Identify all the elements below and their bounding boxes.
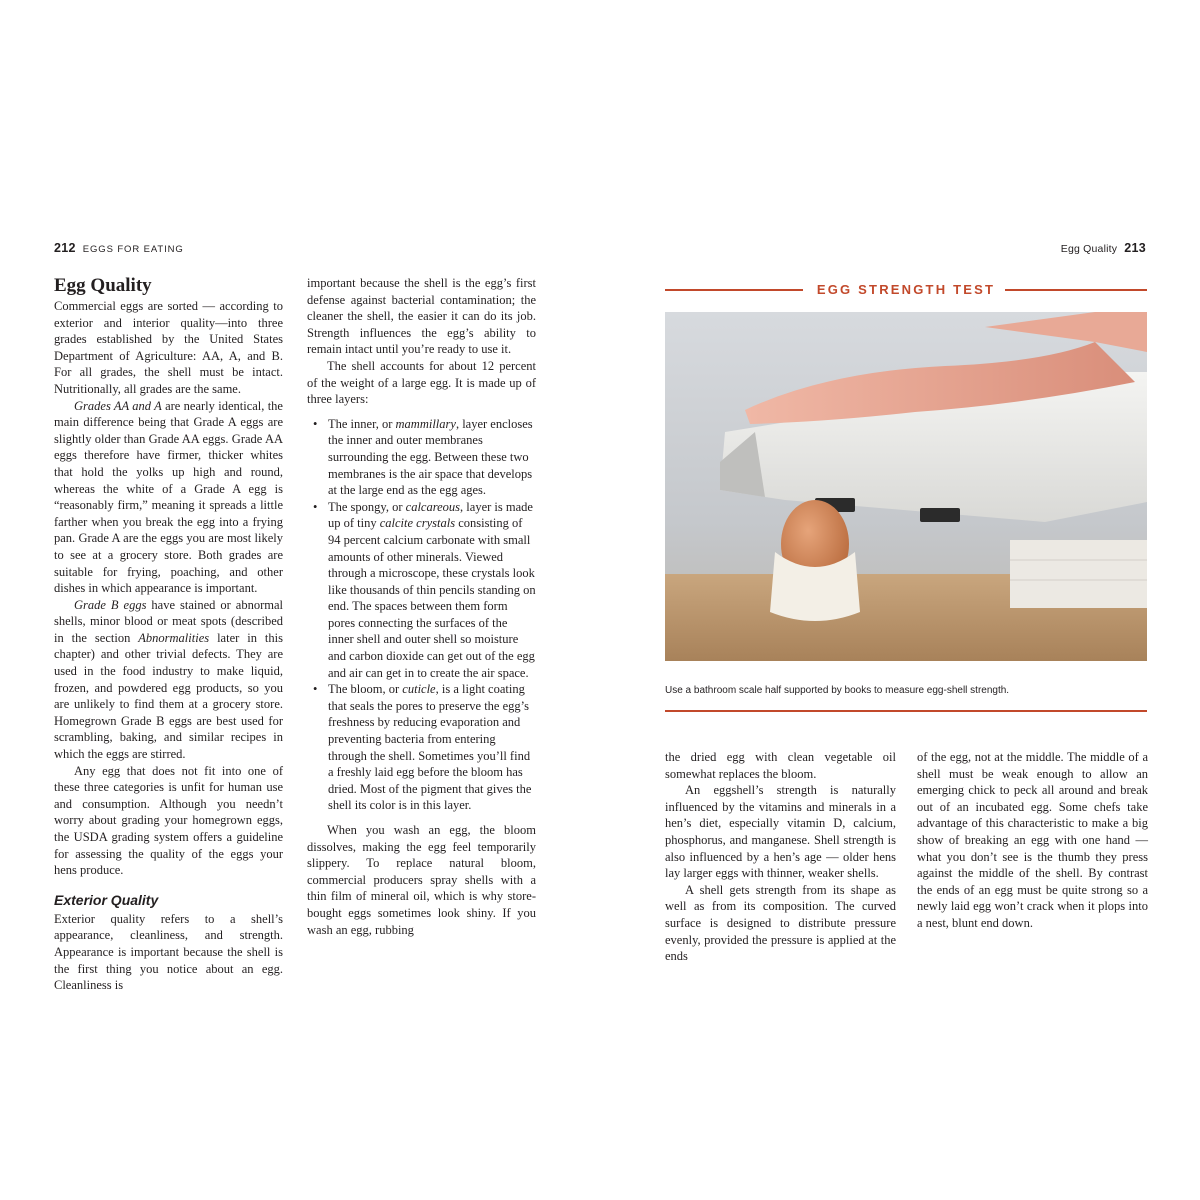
scale-foot-right <box>920 508 960 522</box>
column-3 <box>665 749 896 965</box>
paragraph: When you wash an egg, the bloom dissolves, making the egg feel temporarily slippery. To replace natural bloom, commercial producers spray shells with a thin film of mineral oil, which is why store-bought eggs sometimes look shiny. If you wash an egg, rubbing <box>307 823 536 937</box>
text-run: , layer encloses the inner and outer membranes surrounding the egg. Between these two membranes is the air space that develops at the large end as the egg ages. <box>328 416 533 498</box>
right-page-number: 213 <box>1124 241 1146 255</box>
paragraph: of the egg, not at the middle. The middle of a shell must be weak enough to allow an emerging chick to peck all around and break out of an incubated egg. Some chefs take advantage of this characteristic to make a big show of breaking an egg with one hand — what you don’t see is the thumb they press against the middle of the shell. By contrast the ends of an egg must be quite strong so a newly laid egg won’t crack when it plops into a nest, blunt end down. <box>917 750 1148 930</box>
paragraph: Any egg that does not fit into one of these three categories is unfit for human use and consumption. Although you needn’t worry about grading your homegrown eggs, the USDA grading system offers a guideline for assessing the quality of the eggs your hens produce. <box>54 763 283 878</box>
sidebar-bottom-rule <box>665 710 1147 712</box>
emphasis: Abnormalities <box>138 630 210 645</box>
books-stack <box>1010 540 1147 608</box>
paragraph <box>54 398 283 597</box>
column-1 <box>54 275 283 994</box>
photo-illustration <box>665 312 1147 661</box>
list-item <box>307 499 536 682</box>
text-run: , is a light coating that seals the pores to preserve the egg’s freshness by reducing evaporation and preventing bacteria from entering through the shell. Sometimes you’ll find a freshly laid egg before the bloom has dried. Most of the pigment that gives the shell its color is in this layer. <box>328 682 532 813</box>
text-run: later in this chapter) and other trivial defects. They are used in the food industry to make liquid, frozen, and powdered egg products, so you are unlikely to find them at a grocery store. Homegrown Grade B eggs are best used for scrambling, baking, and similar recipes in which the eggs are stirred. <box>54 630 283 762</box>
left-running-title: EGGS FOR EATING <box>82 244 184 255</box>
photo-caption: Use a bathroom scale half supported by books to measure egg-shell strength. <box>665 685 1010 696</box>
paragraph: Commercial eggs are sorted — according to exterior and interior quality—into three grades established by the United States Department of Agriculture: AA, A, and B. For all grades, the shell must be intact. Nutritionally, all grades are the same. <box>54 299 283 396</box>
paragraph: An eggshell’s strength is naturally influenced by the vitamins and minerals in a hen’s diet, especially vitamin D, calcium, phosphorus, and manganese. Shell strength is also influenced by a hen’s age — older hens lay larger eggs with thinner, weaker shells. <box>665 783 896 881</box>
emphasis: calcite crystals <box>379 516 456 531</box>
paragraph: important because the shell is the egg’s first defense against bacterial contamination; the cleaner the shell, the easier it can do its job. Strength influences the egg’s ability to remain intact until you’re ready to use it. <box>307 276 536 357</box>
text-run: have stained or abnormal shells, minor blood or meat spots (described in the section <box>54 597 283 645</box>
column-2 <box>307 275 536 938</box>
text-run: The bloom, or <box>328 682 403 697</box>
paragraph: A shell gets strength from its shape as well as from its composition. The curved surface is designed to distribute pressure evenly, provided the pressure is applied at the ends <box>665 882 896 964</box>
right-running-head <box>1061 239 1146 257</box>
sidebar-rule-right <box>1005 289 1147 291</box>
shell-layers-list <box>307 416 536 814</box>
right-running-title: Egg Quality <box>1060 243 1118 255</box>
paragraph: Exterior quality refers to a shell’s appearance, cleanliness, and strength. Appearance is important because the shell is the first thing you notice about an egg. Cleanliness is <box>54 911 283 993</box>
text-run: are nearly identical, the main difference being that Grade A eggs are slightly older than Grade AA eggs. Grade AA eggs therefore have firmer, thicker whites that hold the yolks up high and round, whereas the white of a Grade A egg is “reasonably firm,” meaning it spreads a little farther when you break the egg into a frying pan. Grade A are the eggs you are most likely to see at a grocery store. Both grades are suitable for frying, poaching, and other dishes in which appearance is important. <box>54 398 283 596</box>
emphasis: Grade B eggs <box>74 597 147 612</box>
column-4 <box>917 749 1148 932</box>
paragraph <box>54 597 283 763</box>
text-run: The inner, or <box>328 416 396 431</box>
paragraph: the dried egg with clean vegetable oil somewhat replaces the bloom. <box>665 750 896 781</box>
list-item <box>307 416 536 499</box>
left-running-head <box>54 239 184 257</box>
emphasis: calcareous <box>405 499 461 514</box>
sidebar-header <box>665 281 1147 299</box>
text-run: , layer is made up of tiny <box>328 499 533 531</box>
emphasis: mammillary <box>395 416 456 431</box>
subsection-title: Exterior Quality <box>54 891 159 908</box>
egg-strength-photo <box>665 312 1147 661</box>
text-run: consisting of 94 percent calcium carbonate with small amounts of other minerals. Viewed through a microscope, these crystals look like thousands of thin pencils standing on end. The spaces between them form pores connecting the surfaces of the inner shell and outer shell so moisture and carbon dioxide can get out of the egg and air can get in to create the air space. <box>328 516 536 680</box>
left-page-number: 212 <box>54 241 76 255</box>
list-item <box>307 681 536 814</box>
section-title: Egg Quality <box>54 275 152 296</box>
emphasis: Grades AA and A <box>74 398 162 413</box>
sidebar-title: EGG STRENGTH TEST <box>816 282 996 297</box>
paragraph: The shell accounts for about 12 percent of the weight of a large egg. It is made up of three layers: <box>307 358 536 407</box>
emphasis: cuticle <box>402 682 436 697</box>
text-run: The spongy, or <box>328 499 406 514</box>
